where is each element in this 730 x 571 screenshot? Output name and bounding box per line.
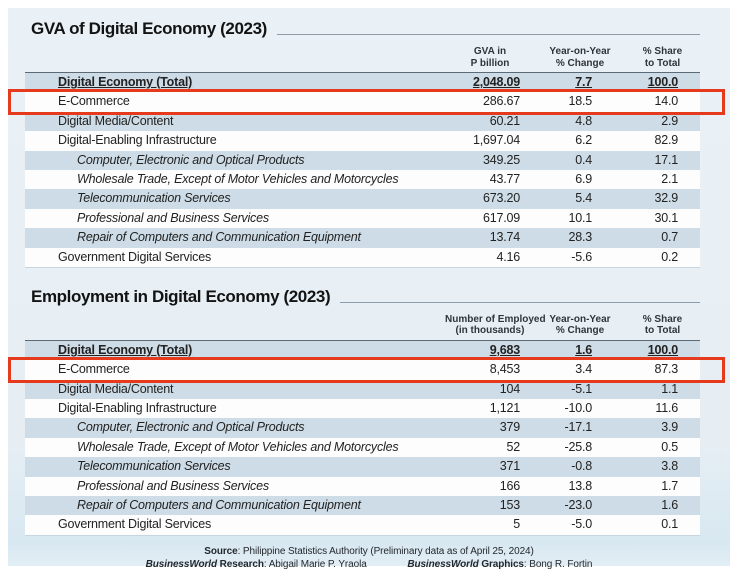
table-row [25,340,700,360]
table-row [25,112,700,131]
table-row [25,228,700,247]
table-row [25,72,700,92]
column-header-line: to Total [644,325,681,337]
cell-value: 617.09 [482,210,520,225]
row-label: Professional and Business Services [77,210,269,225]
cell-value: 1,121 [489,401,520,416]
table-row [25,399,700,418]
cell-value: 2.1 [661,171,678,186]
table-row [25,189,700,208]
title-rule-line [277,34,700,35]
column-header-line: (in thousands) [455,325,525,337]
gva-title-row [25,13,700,39]
column-header-line: to Total [644,57,681,69]
cell-value: 2.9 [661,113,678,128]
row-label: E-Commerce [58,94,130,109]
cell-value: 349.25 [482,152,520,167]
cell-value: 11.6 [655,401,678,416]
column-header-share [625,46,700,69]
cell-value: 10.1 [568,210,592,225]
graphics-credit [407,558,592,571]
source-line [8,545,730,558]
gva-table-header [25,39,700,72]
cell-value: 82.9 [654,133,678,148]
table-row [25,515,700,534]
cell-value: 3.4 [575,362,592,377]
cell-value: 3.8 [661,459,678,474]
cell-value: 1.7 [661,478,678,493]
column-header-gva [445,46,535,69]
column-header-line: P billion [470,57,510,69]
column-header-line: % Change [555,57,605,69]
table-row [25,151,700,170]
column-header-yoy-change [535,314,625,337]
employment-table-section [25,281,700,536]
column-header-share [625,314,700,337]
cell-value: -5.0 [571,517,592,532]
cell-value: 9,683 [489,342,520,357]
cell-value: 60.21 [489,113,520,128]
cell-value: 0.1 [661,517,678,532]
row-label: Government Digital Services [58,517,211,532]
column-header-line: % Share [642,313,683,325]
row-label: Repair of Computers and Communication Equipment [77,230,361,245]
cell-value: 1.6 [575,342,592,357]
cell-value: -0.8 [571,459,592,474]
row-label: Computer, Electronic and Optical Products [77,420,305,435]
cell-value: 673.20 [482,191,520,206]
column-header-line: Year-on-Year [549,46,611,57]
column-header-line: % Share [642,46,683,57]
table-row [25,496,700,515]
cell-value: 371 [499,459,520,474]
cell-value: 87.3 [654,362,678,377]
cell-value: 379 [499,420,520,435]
row-label: Digital Media/Content [58,113,174,128]
cell-value: 8,453 [489,362,520,377]
table-row [25,457,700,476]
source-text: : Philippine Statistics Authority (Preliminary data as of April 25, 2024) [237,545,534,557]
credits-line [8,558,730,571]
cell-value: 2,048.09 [472,75,520,89]
credit-role: Graphics [478,558,524,570]
column-header-line: % Change [555,325,605,337]
cell-value: 286.67 [482,94,520,109]
column-header-line: Year-on-Year [549,313,611,325]
column-header-employed [445,313,546,337]
cell-value: 13.8 [568,478,592,493]
employment-table-header [25,307,700,340]
row-label: Government Digital Services [58,249,211,264]
cell-value: 1,697.04 [472,133,520,148]
table-row [25,209,700,228]
cell-value: -10.0 [564,401,592,416]
cell-value: 0.7 [661,230,678,245]
cell-value: 0.4 [575,152,592,167]
cell-value: 13.74 [489,230,520,245]
cell-value: 14.0 [654,94,678,109]
title-rule-line [340,302,700,303]
row-label: Digital-Enabling Infrastructure [58,133,217,148]
cell-value: 100.0 [647,342,678,357]
cell-value: 1.1 [661,381,678,396]
row-label: Wholesale Trade, Except of Motor Vehicles and Motorcycles [77,171,399,186]
row-label: Telecommunication Services [77,191,231,206]
brand-name: BusinessWorld [145,558,217,570]
cell-value: -23.0 [564,498,592,513]
row-label: Telecommunication Services [77,459,231,474]
source-label: Source [204,545,238,557]
cell-value: 43.77 [489,171,520,186]
cell-value: 3.9 [661,420,678,435]
row-label: Digital Media/Content [58,381,174,396]
infographic-panel [8,8,730,570]
cell-value: 0.2 [661,249,678,264]
cell-value: 4.16 [496,249,520,264]
cell-value: 104 [499,381,520,396]
gva-table-section [25,8,700,268]
cell-value: 4.8 [575,113,592,128]
row-label: Digital Economy (Total) [58,75,193,89]
gva-table-title: GVA of Digital Economy (2023) [31,19,267,38]
row-label: Repair of Computers and Communication Equipment [77,498,361,513]
table-row [25,477,700,496]
cell-value: 166 [499,478,520,493]
row-label: Digital Economy (Total) [58,342,193,357]
credit-role: Research [216,558,264,570]
cell-value: 7.7 [575,75,592,89]
cell-value: 0.5 [661,439,678,454]
column-header-line: Number of Employed [445,313,546,325]
column-header-yoy-change [535,46,625,69]
table-row [25,380,700,399]
row-label: Computer, Electronic and Optical Products [77,152,305,167]
cell-value: 30.1 [654,210,678,225]
credit-text: : Bong R. Fortin [523,558,593,570]
credit-text: : Abigail Marie P. Yraola [263,558,367,570]
table-row-highlighted [25,360,700,379]
row-label: Wholesale Trade, Except of Motor Vehicles and Motorcycles [77,439,399,454]
cell-value: 100.0 [647,75,678,89]
brand-name: BusinessWorld [407,558,479,570]
table-row [25,170,700,189]
table-row [25,131,700,150]
cell-value: 1.6 [661,498,678,513]
employment-title-row [25,281,700,307]
cell-value: -5.6 [571,249,592,264]
cell-value: 153 [499,498,520,513]
cell-value: 5.4 [575,191,592,206]
row-label: E-Commerce [58,362,130,377]
cell-value: 6.2 [575,133,592,148]
cell-value: 32.9 [654,191,678,206]
employment-table-title: Employment in Digital Economy (2023) [31,286,331,306]
table-row [25,248,700,267]
cell-value: -17.1 [564,420,592,435]
column-header-line: GVA in [473,46,507,57]
table-body [25,340,700,536]
cell-value: -5.1 [571,381,592,396]
cell-value: 52 [506,439,520,454]
cell-value: 18.5 [568,94,592,109]
table-row [25,418,700,437]
cell-value: -25.8 [564,439,592,454]
table-row-highlighted [25,92,700,111]
footer-credits [8,545,730,571]
row-label: Digital-Enabling Infrastructure [58,401,217,416]
cell-value: 5 [513,517,520,532]
cell-value: 6.9 [575,171,592,186]
cell-value: 17.1 [654,152,678,167]
cell-value: 28.3 [568,230,592,245]
row-label: Professional and Business Services [77,478,269,493]
table-row [25,438,700,457]
research-credit [146,558,367,571]
table-body [25,72,700,268]
